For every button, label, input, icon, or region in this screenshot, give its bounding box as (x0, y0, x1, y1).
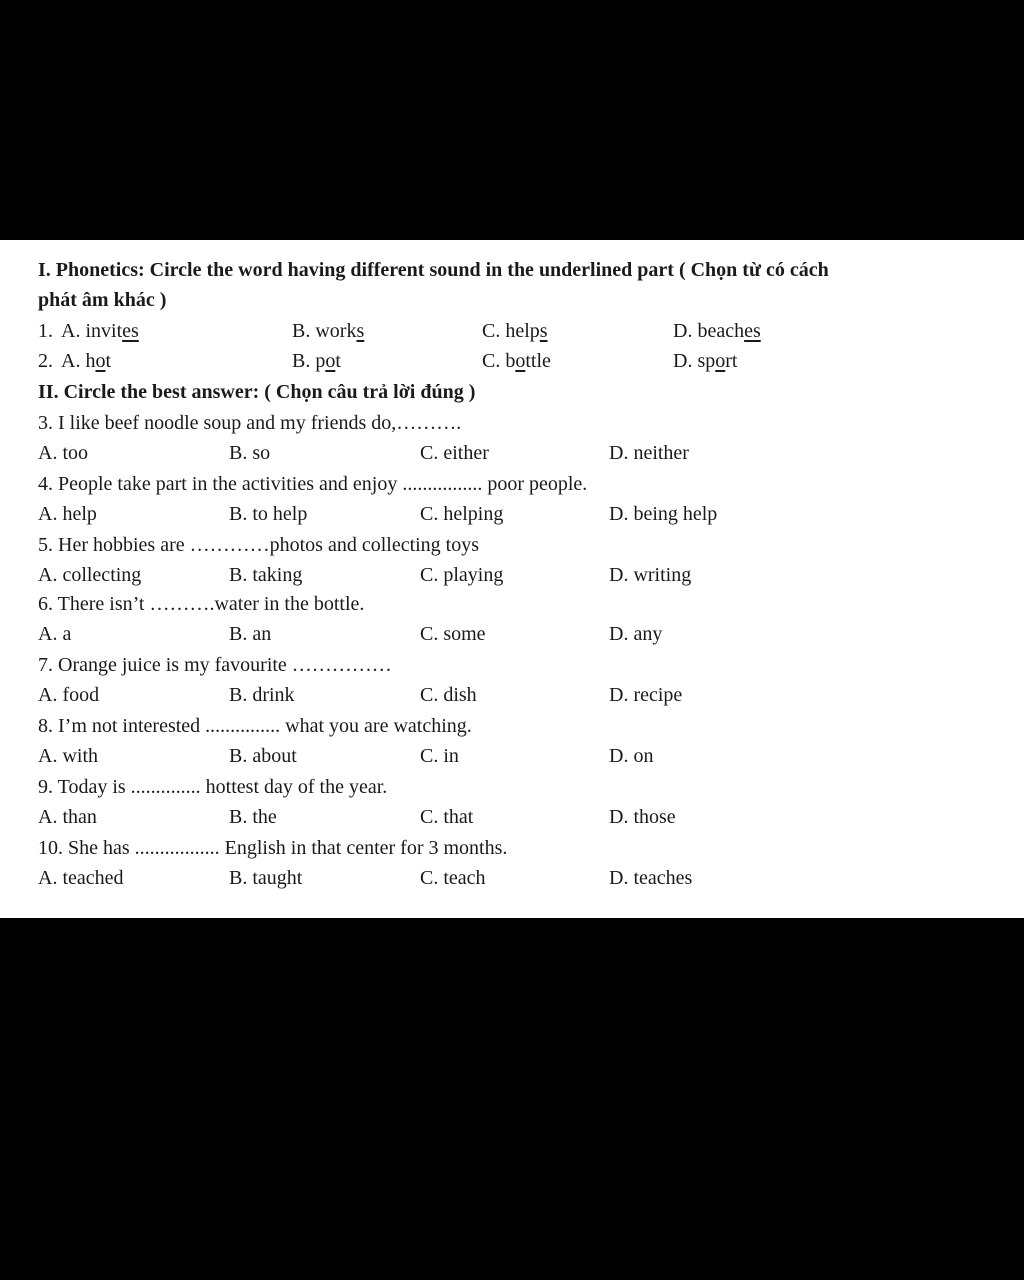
word-rest: t (105, 350, 112, 372)
word-stem: h (85, 350, 96, 372)
q1-option-a[interactable] (61, 319, 139, 343)
q10-option-d[interactable]: D. teaches (609, 867, 693, 889)
word-stem: p (315, 350, 326, 372)
option-letter: D. (673, 350, 693, 372)
q5-option-a[interactable]: A. collecting (38, 564, 142, 586)
q1-option-b[interactable] (292, 319, 364, 343)
q2-option-c[interactable] (482, 349, 551, 373)
word-stem: sp (697, 350, 716, 372)
q4-option-b[interactable]: B. to help (229, 503, 308, 525)
q3-option-a[interactable]: A. too (38, 442, 88, 464)
q9-text: 9. Today is .............. hottest day of the year. (38, 776, 388, 798)
q8-option-c[interactable]: C. in (420, 745, 459, 767)
option-letter: A. (61, 320, 81, 342)
underlined-part: o (715, 350, 726, 372)
q8-option-d[interactable]: D. on (609, 745, 654, 767)
q2-number: 2. (38, 350, 53, 372)
section1-heading-line2: phát âm khác ) (38, 289, 167, 311)
q5-text: 5. Her hobbies are …………photos and collecting toys (38, 534, 480, 556)
q4-option-a[interactable]: A. help (38, 503, 97, 525)
q6-option-a[interactable]: A. a (38, 623, 72, 645)
worksheet-page (0, 240, 1024, 918)
option-letter: C. (482, 320, 501, 342)
q9-option-b[interactable]: B. the (229, 806, 277, 828)
q5-option-d[interactable]: D. writing (609, 564, 692, 586)
q10-option-c[interactable]: C. teach (420, 867, 486, 889)
q3-option-c[interactable]: C. either (420, 442, 489, 464)
q9-option-d[interactable]: D. those (609, 806, 676, 828)
q1-option-d[interactable] (673, 319, 761, 343)
underlined-part: es (744, 320, 761, 342)
underlined-part: s (539, 320, 548, 342)
q6-option-c[interactable]: C. some (420, 623, 486, 645)
q8-option-b[interactable]: B. about (229, 745, 297, 767)
q6-option-d[interactable]: D. any (609, 623, 663, 645)
underlined-part: es (122, 320, 139, 342)
q8-text: 8. I’m not interested ............... what you are watching. (38, 715, 472, 737)
q5-option-b[interactable]: B. taking (229, 564, 303, 586)
q2-option-a[interactable] (61, 349, 111, 373)
q6-text: 6. There isn’t ……….water in the bottle. (38, 593, 365, 615)
q3-option-b[interactable]: B. so (229, 442, 271, 464)
q4-text: 4. People take part in the activities and enjoy ................ poor people. (38, 473, 588, 495)
q10-text: 10. She has ................. English in that center for 3 months. (38, 837, 508, 859)
q8-option-a[interactable]: A. with (38, 745, 98, 767)
q7-option-b[interactable]: B. drink (229, 684, 295, 706)
q4-option-d[interactable]: D. being help (609, 503, 718, 525)
underlined-part: s (356, 320, 365, 342)
section2-heading: II. Circle the best answer: ( Chọn câu trả lời đúng ) (38, 381, 476, 403)
word-rest: t (335, 350, 341, 372)
q4-option-c[interactable]: C. helping (420, 503, 504, 525)
q7-option-a[interactable]: A. food (38, 684, 100, 706)
q2-option-b[interactable] (292, 349, 341, 373)
q10-option-b[interactable]: B. taught (229, 867, 303, 889)
q5-option-c[interactable]: C. playing (420, 564, 504, 586)
q1-option-c[interactable] (482, 319, 548, 343)
q9-option-c[interactable]: C. that (420, 806, 474, 828)
q9-option-a[interactable]: A. than (38, 806, 97, 828)
section1-heading-line1: I. Phonetics: Circle the word having different sound in the underlined part ( Chọn từ có cách (38, 259, 829, 281)
q3-option-d[interactable]: D. neither (609, 442, 689, 464)
word-stem: b (505, 350, 516, 372)
underlined-part: o (95, 350, 106, 372)
word-rest: ttle (525, 350, 551, 372)
option-letter: B. (292, 350, 311, 372)
underlined-part: o (515, 350, 526, 372)
q7-option-d[interactable]: D. recipe (609, 684, 683, 706)
option-letter: C. (482, 350, 501, 372)
word-stem: work (315, 320, 357, 342)
word-stem: beach (697, 320, 745, 342)
word-rest: rt (725, 350, 738, 372)
option-letter: D. (673, 320, 693, 342)
word-stem: invit (85, 320, 123, 342)
q1-number: 1. (38, 320, 53, 342)
q7-option-c[interactable]: C. dish (420, 684, 477, 706)
word-stem: help (505, 320, 540, 342)
q7-text: 7. Orange juice is my favourite …………… (38, 654, 392, 676)
option-letter: A. (61, 350, 81, 372)
q3-text: 3. I like beef noodle soup and my friends do,………. (38, 412, 462, 434)
underlined-part: o (325, 350, 336, 372)
q2-option-d[interactable] (673, 349, 737, 373)
q6-option-b[interactable]: B. an (229, 623, 272, 645)
q10-option-a[interactable]: A. teached (38, 867, 124, 889)
option-letter: B. (292, 320, 311, 342)
